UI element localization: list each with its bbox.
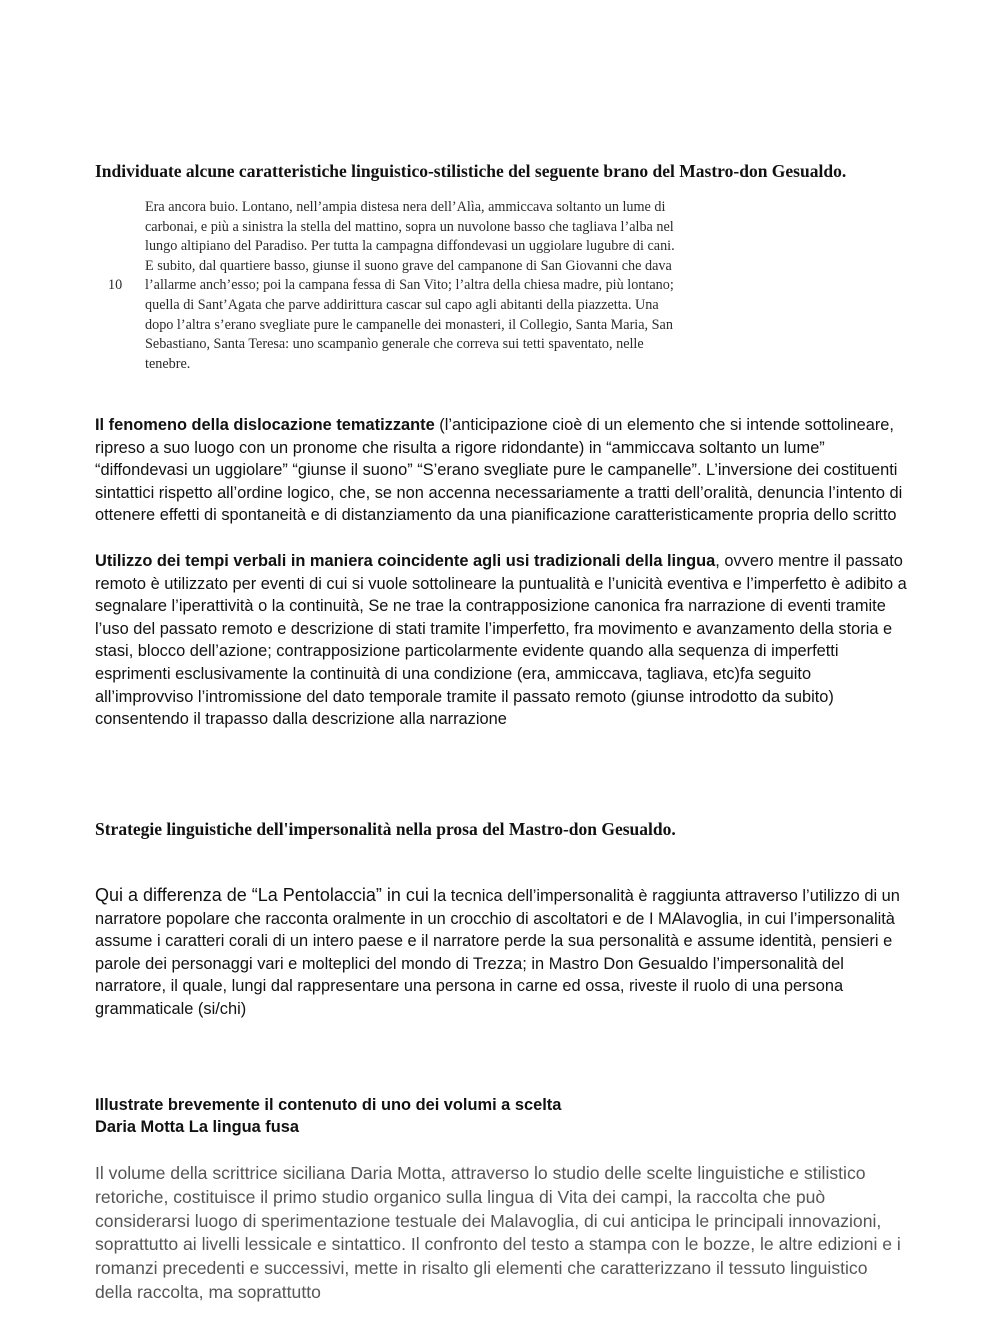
excerpt-line: lungo altipiano del Paradiso. Per tutta la campagna diffondevasi un uggiolare lugubre di cani. bbox=[145, 238, 675, 255]
verb-tenses-term: Utilizzo dei tempi verbali in maniera coincidente agli usi tradizionali della lingua bbox=[95, 552, 716, 570]
answer-paragraph-3: Qui a differenza de “La Pentolaccia” in cui la tecnica dell’impersonalità è raggiunta attraverso l’utilizzo di un narratore popolare che racconta oralmente in un crocchio di ascoltatori e de I MAlavoglia, in cui l’impersonalità assume i caratteri corali di un intero paese e il narratore perde la sua personalità e assume identità, pensieri e parole dei personaggi vari e molteplici del mondo di Trezza; in Mastro Don Gesualdo l’impersonalità del narratore, il quale, lungi dal rappresentare una persona in carne ed ossa, riveste il ruolo di una persona grammaticale (si/chi) bbox=[95, 885, 900, 1018]
question-heading-3: Illustrate brevemente il contenuto di uno dei volumi a scelta bbox=[95, 1096, 562, 1114]
excerpt-line: Sebastiano, Santa Teresa: uno scampanìo generale che correva sui tetti spaventato, nelle bbox=[145, 336, 644, 353]
excerpt-line: quella di Sant’Agata che parve addirittura cascar sul capo agli abitanti della piazzetta. Una bbox=[145, 296, 659, 313]
question-heading-1: Individuate alcune caratteristiche linguistico-stilistiche del seguente brano del Mastro-don Gesualdo. bbox=[95, 161, 847, 181]
excerpt-line: Era ancora buio. Lontano, nell’ampia distesa nera dell’Alìa, ammiccava soltanto un lume di bbox=[145, 199, 666, 215]
excerpt-line: E subito, dal quartiere basso, giunse il suono grave del campanone di San Giovanni che dava bbox=[145, 257, 672, 274]
excerpt-line: tenebre. bbox=[145, 355, 191, 372]
dislocation-term: Il fenomeno della dislocazione tematizzante bbox=[95, 416, 435, 434]
answer-paragraph-2: Utilizzo dei tempi verbali in maniera coincidente agli usi tradizionali della lingua, ovvero mentre il passato remoto è utilizzato per eventi di cui si vuole sottolineare la puntualità e l’unicità eventiva e l’imperfetto è adibito a segnalare l’iperattività o la continuità, Se ne trae la contrapposizione canonica fra narrazione di eventi tramite l’uso del passato remoto e descrizione di stati tramite l’imperfetto, fra movimento e avanzamento della storia e stasi, blocco dell’azione; contrapposizione particolarmente evidente quando alla sequenza di imperfetti esprimenti esclusivamente la continuità di una condizione (era, ammiccava, tagliava, etc)fa seguito all’improvviso l’intromissione del dato temporale tramite il passato remoto (giunse introdotto da subito) consentendo il trapasso dalla descrizione alla narrazione bbox=[95, 552, 907, 729]
question-heading-2: Strategie linguistiche dell'impersonalità nella prosa del Mastro-don Gesualdo. bbox=[95, 819, 676, 839]
excerpt-line: 10 l’allarme anch’esso; poi la campana fessa di San Vito; l’altra della chiesa madre, più lontano; bbox=[103, 276, 843, 296]
line-number: 10 bbox=[108, 277, 123, 294]
novel-excerpt bbox=[103, 198, 843, 374]
excerpt-line: dopo l’altra s’erano svegliate pure le campanelle dei monasteri, il Collegio, Santa Maria, San bbox=[145, 316, 673, 333]
answer-paragraph-1: Il fenomeno della dislocazione tematizzante (l’anticipazione cioè di un elemento che si intende sottolineare, ripreso a suo luogo con un pronome che risulta a rigore ridondante) in “ammiccava soltanto un lume” “diffondevasi un uggiolare” “giunse il suono” “S’erano svegliate pure le campanelle”. L’inversione dei costituenti sintattici rispetto all’ordine logico, che, se non accenna necessariamente a tratti dell’oralità, denuncia l’intento di ottenere effetti di spontaneità e di distanziamento da una pianificazione caratteristicamente propria dello scritto bbox=[95, 416, 903, 525]
book-title: Daria Motta La lingua fusa bbox=[95, 1118, 300, 1136]
answer-paragraph-4: Il volume della scrittrice siciliana Daria Motta, attraverso lo studio delle scelte linguistiche e stilistico retoriche, costituisce il primo studio organico sulla lingua di Vita dei campi, la raccolta che può considerarsi luogo di sperimentazione testuale dei Malavoglia, di cui anticipa le principali innovazioni, soprattutto ai livelli lessicale e sintattico. Il confronto del testo a stampa con le bozze, le altre edizioni e i romanzi precedenti e successivi, mette in risalto gli elementi che caratterizzano il tessuto linguistico della raccolta, ma soprattutto bbox=[95, 1163, 901, 1302]
excerpt-line: carbonai, e più a sinistra la stella del mattino, sopra un nuvolone basso che tagliava l’alba nel bbox=[145, 218, 674, 235]
